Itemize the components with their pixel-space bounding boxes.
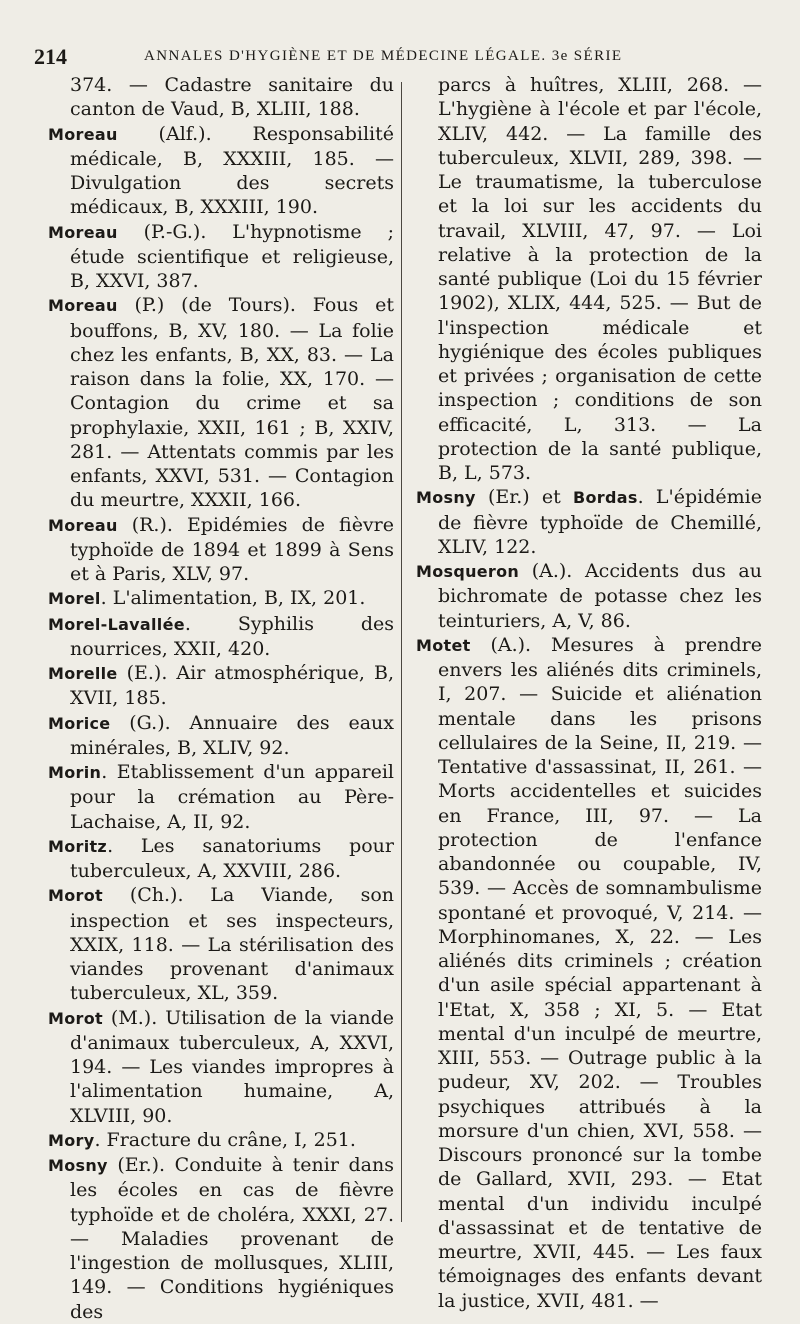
author-name: Mory [48,1130,95,1150]
author-name: Motet [416,635,471,655]
index-entry [416,73,762,485]
entry-text: (G.). Annuaire des eaux minérales, B, XLIV, 92. [70,711,394,759]
entry-text: (A.). Mesures à prendre envers les aliénés dits criminels, I, 207. — Suicide et aliénation mentale dans les prisons cellulaires de la Seine, II, 219. — Tentative d'assassinat, II, 261. — Morts accidentelles et suicides en France, III, 97. — La protection de l'enfance abandonnée ou coupable, IV, 539. — Accès de somnambulisme spontané et provoqué, V, 214. — Morphinomanes, X, 22. — Les aliénés dits criminels ; création d'un asile spécial appartenant à l'Etat, X, 358 ; XI, 5. — Etat mental d'un inculpé de meurtre, XIII, 553. — Outrage public à la pudeur, XV, 202. — Troubles psychiques attribués à la morsure d'un chien, XVI, 558. — Discours prononcé sur la tombe de Gallard, XVII, 293. — Etat mental d'un individu inculpé d'assassinat et de tentative de meurtre, XVII, 445. — Les faux témoignages des enfants devant la justice, XVII, 481. — [438,633,762,1312]
index-entry [48,220,394,294]
column-divider [401,82,402,1222]
entry-text: (Alf.). Responsabilité médicale, B, XXXIII, 185. — Divulgation des secrets médicaux, B, XXXIII, 190. [70,122,394,219]
author-name: Morel [48,589,101,609]
entry-text: . Etablissement d'un appareil pour la crémation au Père-Lachaise, A, II, 92. [70,761,394,833]
index-entry [48,73,394,122]
author-name: Morel-Lavallée [48,614,185,634]
entry-text: . L'épidémie de fièvre typhoïde de Chemillé, XLIV, 122. [438,486,762,558]
entry-text: . Fracture du crâne, I, 251. [94,1128,356,1151]
index-entry [48,883,394,1005]
right-column [416,73,762,1312]
index-entry [48,834,394,884]
entry-text: (Ch.). La Viande, son inspection et ses inspecteurs, XXIX, 118. — La stérilisation des viandes provenant d'animaux tuberculeux, XL, 359. [70,884,394,1005]
author-name: Mosny [416,488,476,508]
author-name: Mosqueron [416,562,520,581]
index-entry [48,1153,394,1324]
entry-text: (E.). Air atmosphérique, B, XVII, 185. [70,662,394,710]
running-head: ANNALES D'HYGIÈNE ET DE MÉDECINE LÉGALE. 3e SÉRIE [144,48,623,64]
index-entry [48,122,394,220]
index-entry [416,485,762,559]
entry-text: (M.). Utilisation de la viande d'animaux tuberculeux, A, XXVI, 194. — Les viandes impropres à l'alimentation humaine, A, XLVIII, 90. [70,1006,394,1127]
index-entry [48,661,394,711]
author-name: Moreau [48,296,118,316]
page-header [34,44,774,72]
entry-text: (Er.) et [475,486,574,509]
page-number: 214 [34,44,67,69]
index-entry [416,633,762,1313]
entry-text: . L'alimentation, B, IX, 201. [100,587,366,610]
entry-text: 374. — Cadastre sanitaire du canton de Vaud, B, XLIII, 188. [70,74,394,121]
author-name: Morot [48,886,103,906]
author-name: Moreau [48,222,118,242]
index-entry [48,612,394,662]
author-name: Mosny [48,1156,108,1175]
left-column [48,73,394,1323]
index-entry [416,559,762,633]
entry-text: . Syphilis des nourrices, XXII, 420. [70,612,394,660]
entry-text: (P.-G.). L'hypnotisme ; étude scientifique et religieuse, B, XXVI, 387. [70,220,394,292]
index-entry [48,760,394,834]
entry-text: (R.). Epidémies de fièvre typhoïde de 1894 et 1899 à Sens et à Paris, XLV, 97. [70,513,394,585]
author-name: Morice [48,713,111,733]
entry-text: (P.) (de Tours). Fous et bouffons, B, XV, 180. — La folie chez les enfants, B, XX, 83. — La raison dans la folie, XX, 170. — Contagion du crime et sa prophylaxie, XXII, 161 ; B, XXIV, 281. — Attentats commis par les enfants, XXVI, 531. — Contagion du meurtre, XXXII, 166. [70,294,394,512]
index-entry [48,711,394,761]
author-name: Morelle [48,664,118,683]
index-entry [48,1006,394,1128]
coauthor-name: Bordas [573,488,638,508]
entry-text: (Er.). Conduite à tenir dans les écoles en cas de fièvre typhoïde et de choléra, XXXI, 27. — Maladies provenant de l'ingestion de mollusques, XLIII, 149. — Conditions hygiéniques des [70,1154,394,1323]
index-entry [48,293,394,512]
index-entry [48,513,394,587]
author-name: Moreau [48,124,118,144]
author-name: Moreau [48,515,118,535]
author-name: Morin [48,763,102,782]
index-entry [48,1128,394,1153]
author-name: Morot [48,1008,103,1028]
entry-text: parcs à huîtres, XLIII, 268. — L'hygiène à l'école et par l'école, XLIV, 442. — La famille des tuberculeux, XLVII, 289, 398. — Le traumatisme, la tuberculose et la loi sur les accidents du travail, XLVIII, 47, 97. — Loi relative à la protection de la santé publique (Loi du 15 février 1902), XLIX, 444, 525. — But de l'inspection médicale et hygiénique des écoles publiques et privées ; organisation de cette inspection ; conditions de son efficacité, L, 313. — La protection de la santé publique, B, L, 573. [438,74,762,484]
entry-text: (A.). Accidents dus au bichromate de potasse chez les teinturiers, A, V, 86. [438,560,762,632]
index-entry [48,586,394,611]
author-name: Moritz [48,836,108,856]
entry-text: . Les sanatoriums pour tuberculeux, A, XXVIII, 286. [70,834,394,882]
